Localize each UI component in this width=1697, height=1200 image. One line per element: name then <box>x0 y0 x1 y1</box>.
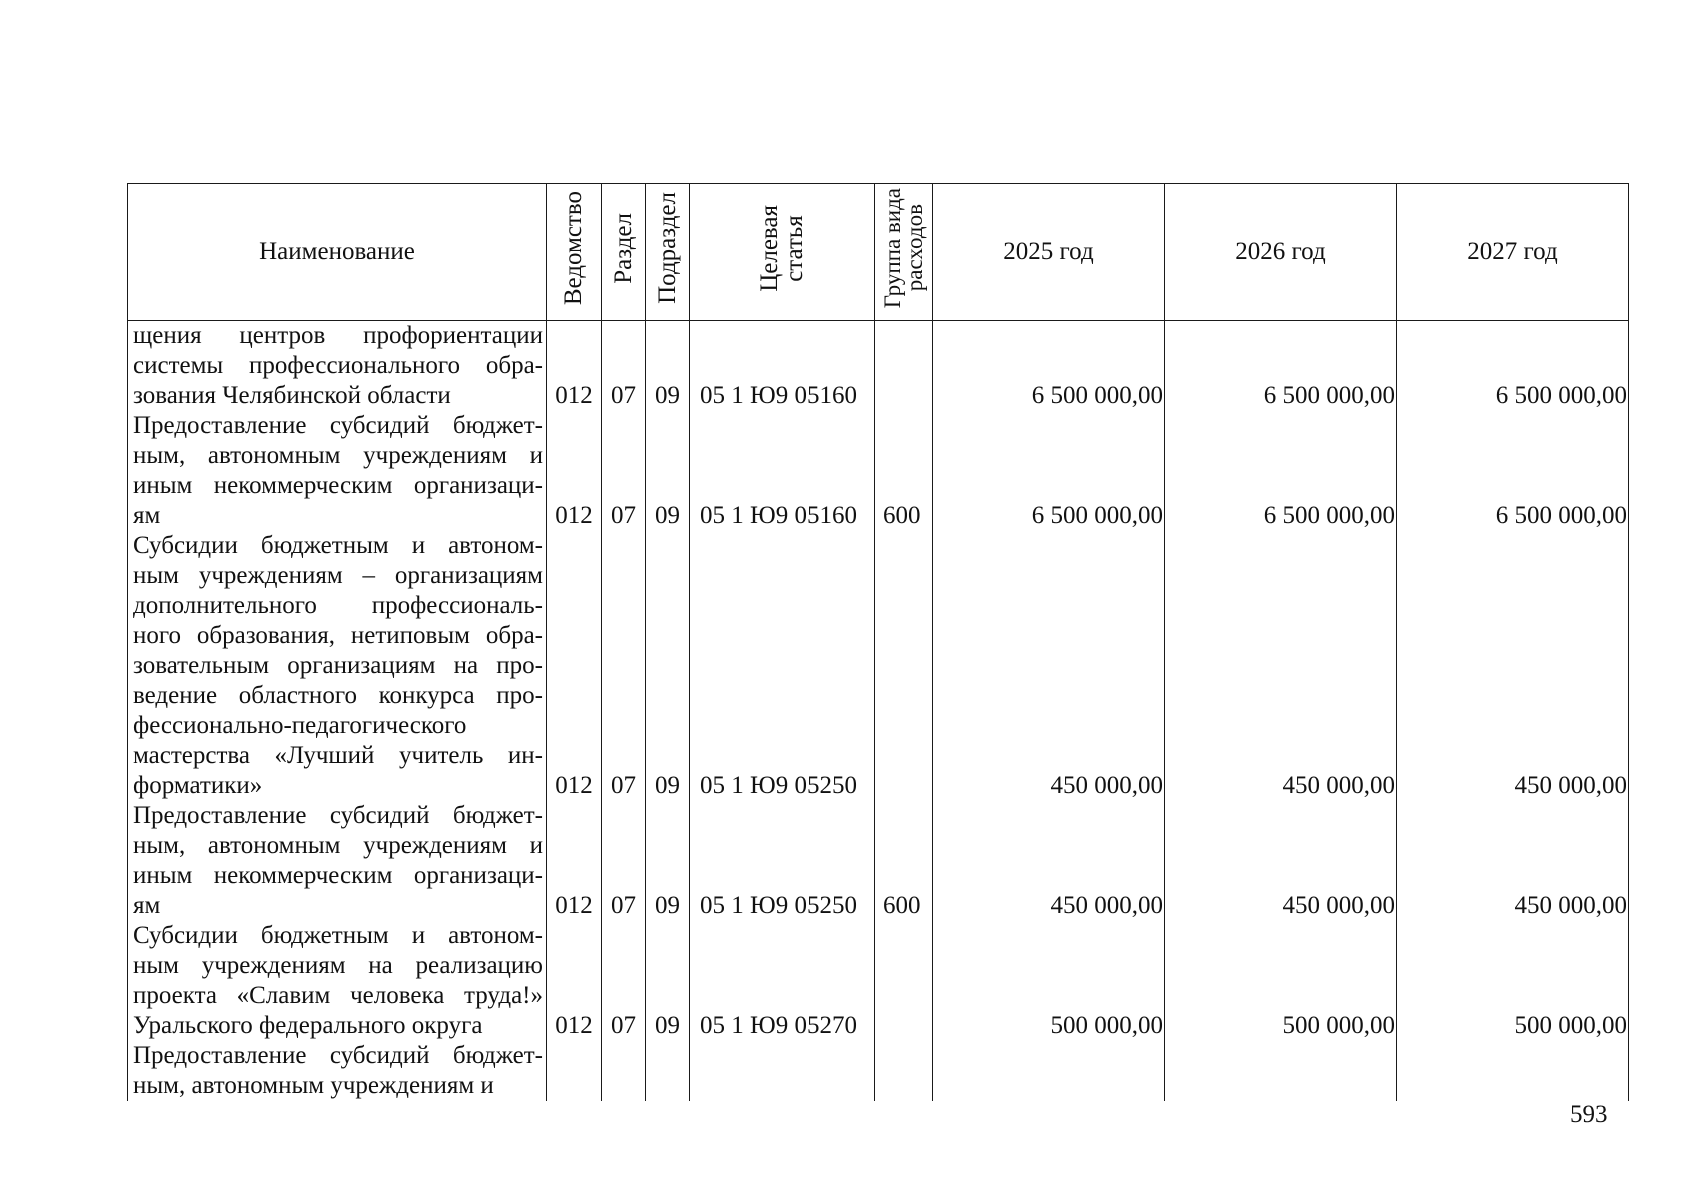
cell-amount-2027: 6 500 000,00 <box>1397 321 1629 412</box>
cell-name <box>128 1041 547 1101</box>
table-row <box>128 1041 1629 1101</box>
header-section: Раздел <box>602 184 646 321</box>
name-line: зования Челябинской области <box>133 382 451 409</box>
cell-subsection: 09 <box>646 411 690 531</box>
cell-target-article: 05 1 Ю9 05250 <box>690 801 875 921</box>
name-line: Предоставление субсидий бюджет- <box>133 802 543 829</box>
cell-department <box>547 1041 602 1101</box>
name-line: мастерства «Лучший учитель ин- <box>133 742 543 769</box>
cell-subsection: 09 <box>646 921 690 1041</box>
cell-expense-group: 600 <box>875 801 933 921</box>
cell-expense-group <box>875 321 933 412</box>
name-line: Субсидии бюджетным и автоном- <box>133 922 543 949</box>
name-line: проекта «Славим человека труда!» <box>133 982 543 1009</box>
cell-amount-2027: 500 000,00 <box>1397 921 1629 1041</box>
cell-name <box>128 531 547 801</box>
header-name: Наименование <box>128 184 547 321</box>
cell-expense-group <box>875 531 933 801</box>
cell-section: 07 <box>602 921 646 1041</box>
cell-amount-2025: 6 500 000,00 <box>933 411 1165 531</box>
header-subsection: Подраздел <box>646 184 690 321</box>
page-number: 593 <box>1570 1101 1608 1128</box>
cell-amount-2026 <box>1165 1041 1397 1101</box>
table-body <box>128 321 1629 1102</box>
name-line: Субсидии бюджетным и автоном- <box>133 532 543 559</box>
cell-name <box>128 801 547 921</box>
table-row <box>128 921 1629 1041</box>
cell-section <box>602 1041 646 1101</box>
name-line: Предоставление субсидий бюджет- <box>133 412 543 439</box>
cell-section: 07 <box>602 531 646 801</box>
cell-expense-group: 600 <box>875 411 933 531</box>
name-line: щения центров профориентации <box>133 322 543 349</box>
table-row <box>128 801 1629 921</box>
header-year-2026: 2026 год <box>1165 184 1397 321</box>
cell-target-article: 05 1 Ю9 05250 <box>690 531 875 801</box>
name-line: ям <box>133 892 161 919</box>
cell-amount-2026: 500 000,00 <box>1165 921 1397 1041</box>
cell-amount-2026: 6 500 000,00 <box>1165 411 1397 531</box>
name-line: ным учреждениям на реализацию <box>133 952 543 979</box>
name-line: ным учреждениям – организациям <box>133 562 543 589</box>
cell-department: 012 <box>547 531 602 801</box>
cell-amount-2025 <box>933 1041 1165 1101</box>
cell-target-article: 05 1 Ю9 05270 <box>690 921 875 1041</box>
table-row <box>128 531 1629 801</box>
cell-department: 012 <box>547 411 602 531</box>
name-line: Предоставление субсидий бюджет- <box>133 1042 543 1069</box>
cell-amount-2027: 450 000,00 <box>1397 531 1629 801</box>
name-line: системы профессионального обра- <box>133 352 543 379</box>
cell-target-article: 05 1 Ю9 05160 <box>690 411 875 531</box>
cell-amount-2027: 6 500 000,00 <box>1397 411 1629 531</box>
cell-expense-group <box>875 1041 933 1101</box>
table-row <box>128 411 1629 531</box>
header-year-2027: 2027 год <box>1397 184 1629 321</box>
name-line: ным, автономным учреждениям и <box>133 442 543 469</box>
name-line: Уральского федерального округа <box>133 1012 483 1039</box>
cell-subsection <box>646 1041 690 1101</box>
cell-subsection: 09 <box>646 531 690 801</box>
name-line: иным некоммерческим организаци- <box>133 862 543 889</box>
cell-name <box>128 411 547 531</box>
name-line: ям <box>133 502 161 529</box>
header-expense-group: Группа вида расходов <box>875 184 933 321</box>
cell-section: 07 <box>602 411 646 531</box>
name-line: зовательным организациям на про- <box>133 652 543 679</box>
budget-table <box>127 183 1629 1101</box>
cell-amount-2026: 450 000,00 <box>1165 801 1397 921</box>
header-row <box>128 184 1629 321</box>
cell-target-article: 05 1 Ю9 05160 <box>690 321 875 412</box>
cell-amount-2026: 450 000,00 <box>1165 531 1397 801</box>
header-year-2025: 2025 год <box>933 184 1165 321</box>
cell-amount-2026: 6 500 000,00 <box>1165 321 1397 412</box>
cell-department: 012 <box>547 801 602 921</box>
name-line: форматики» <box>133 772 263 799</box>
cell-amount-2027 <box>1397 1041 1629 1101</box>
cell-amount-2025: 450 000,00 <box>933 531 1165 801</box>
cell-name <box>128 921 547 1041</box>
cell-amount-2025: 450 000,00 <box>933 801 1165 921</box>
cell-amount-2025: 6 500 000,00 <box>933 321 1165 412</box>
name-line: ным, автономным учреждениям и <box>133 832 543 859</box>
header-target-article: Целевая статья <box>690 184 875 321</box>
header-department: Ведомство <box>547 184 602 321</box>
cell-amount-2025: 500 000,00 <box>933 921 1165 1041</box>
name-line: дополнительного профессиональ- <box>133 592 543 619</box>
cell-target-article <box>690 1041 875 1101</box>
name-line: ным, автономным учреждениям и <box>133 1072 494 1099</box>
name-line: ного образования, нетиповым обра- <box>133 622 543 649</box>
cell-name <box>128 321 547 412</box>
table-row <box>128 321 1629 412</box>
name-line: ведение областного конкурса про- <box>133 682 543 709</box>
cell-department: 012 <box>547 921 602 1041</box>
cell-section: 07 <box>602 801 646 921</box>
cell-subsection: 09 <box>646 321 690 412</box>
cell-amount-2027: 450 000,00 <box>1397 801 1629 921</box>
name-line: иным некоммерческим организаци- <box>133 472 543 499</box>
cell-subsection: 09 <box>646 801 690 921</box>
cell-expense-group <box>875 921 933 1041</box>
name-line: фессионально-педагогического <box>133 712 467 739</box>
cell-section: 07 <box>602 321 646 412</box>
cell-department: 012 <box>547 321 602 412</box>
